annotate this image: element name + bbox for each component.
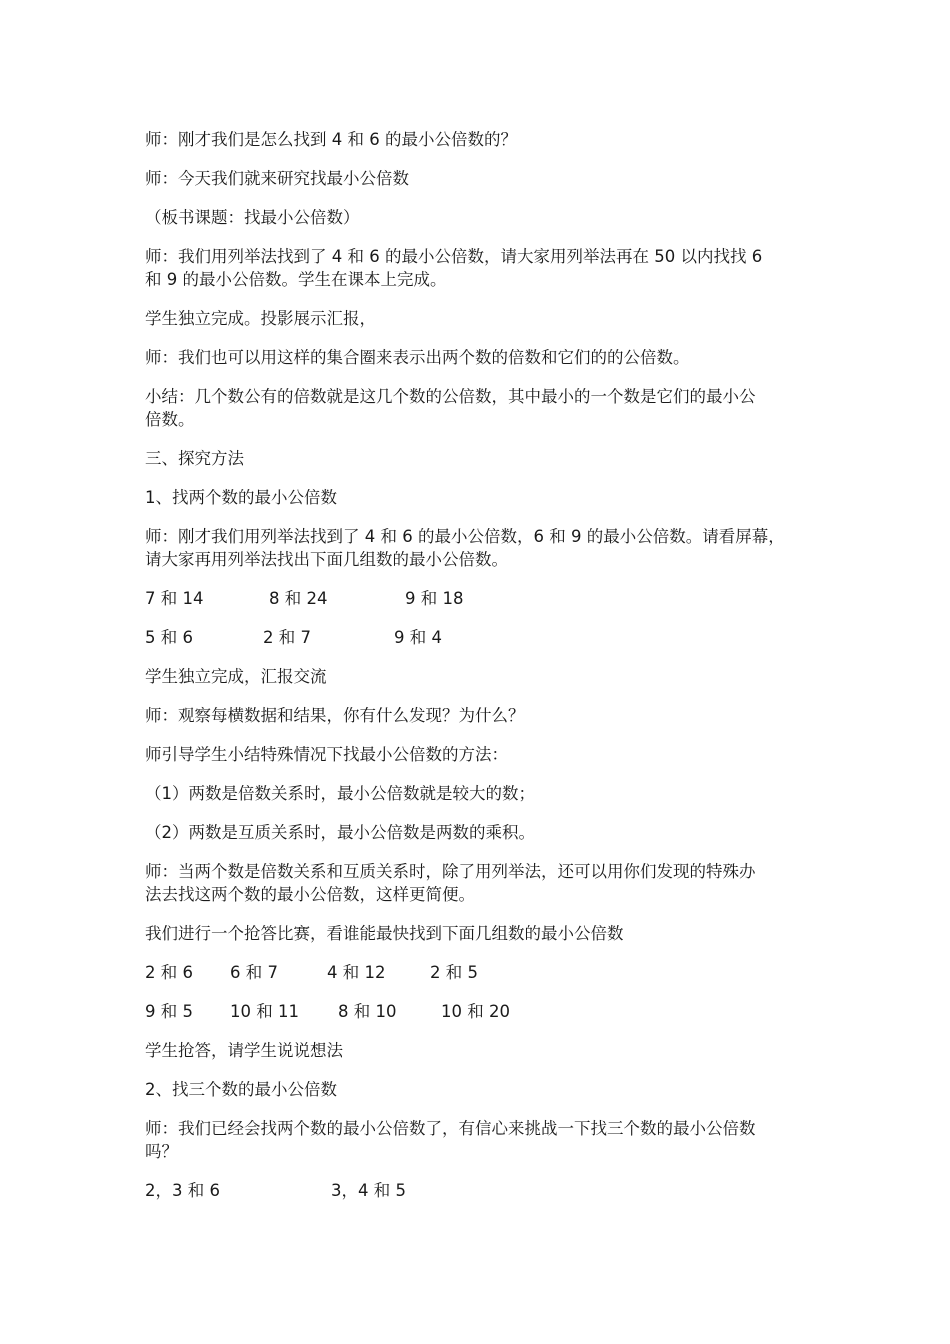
number-pair: 10 和 20 xyxy=(441,1002,510,1021)
number-pair: 8 和 10 xyxy=(338,1002,397,1021)
section-heading: 三、探究方法 xyxy=(145,449,244,468)
paragraph: （1）两数是倍数关系时，最小公倍数就是较大的数； xyxy=(145,784,535,803)
paragraph: 师：刚才我们是怎么找到 4 和 6 的最小公倍数的？ xyxy=(145,130,517,149)
number-pair: 2，3 和 6 xyxy=(145,1181,220,1200)
number-pair: 9 和 5 xyxy=(145,1002,193,1021)
number-pair: 3，4 和 5 xyxy=(331,1181,406,1200)
number-pairs-row xyxy=(145,961,810,984)
number-pairs-row xyxy=(145,587,810,610)
number-pair: 9 和 4 xyxy=(394,628,442,647)
number-pair: 5 和 6 xyxy=(145,628,193,647)
number-pairs-row xyxy=(145,626,810,649)
paragraph: 师：我们用列举法找到了 4 和 6 的最小公倍数，请大家用列举法再在 50 以内找找 6 xyxy=(145,247,763,266)
paragraph: 师：观察每横数据和结果，你有什么发现？为什么？ xyxy=(145,706,525,725)
paragraph: 倍数。 xyxy=(145,410,195,429)
number-pair: 2 和 5 xyxy=(430,963,478,982)
paragraph: 吗？ xyxy=(145,1142,178,1161)
subsection-heading: 1、找两个数的最小公倍数 xyxy=(145,488,337,507)
number-pair: 6 和 7 xyxy=(230,963,278,982)
paragraph: 学生独立完成，汇报交流 xyxy=(145,667,327,686)
number-pair: 10 和 11 xyxy=(230,1002,299,1021)
paragraph: 师引导学生小结特殊情况下找最小公倍数的方法： xyxy=(145,745,508,764)
number-pair: 8 和 24 xyxy=(269,589,328,608)
paragraph: 请大家再用列举法找出下面几组数的最小公倍数。 xyxy=(145,550,508,569)
paragraph: 师：我们也可以用这样的集合圈来表示出两个数的倍数和它们的的公倍数。 xyxy=(145,348,690,367)
paragraph: 师：当两个数是倍数关系和互质关系时，除了用列举法，还可以用你们发现的特殊办 xyxy=(145,862,756,881)
number-pair: 2 和 7 xyxy=(263,628,311,647)
paragraph: 学生独立完成。投影展示汇报， xyxy=(145,309,376,328)
document-body xyxy=(145,128,810,1202)
number-pair: 9 和 18 xyxy=(405,589,464,608)
paragraph: （板书课题：找最小公倍数） xyxy=(145,208,360,227)
paragraph: 师：刚才我们用列举法找到了 4 和 6 的最小公倍数，6 和 9 的最小公倍数。请看屏幕， xyxy=(145,527,785,546)
number-pairs-row xyxy=(145,1000,810,1023)
paragraph: 和 9 的最小公倍数。学生在课本上完成。 xyxy=(145,270,447,289)
paragraph: 我们进行一个抢答比赛，看谁能最快找到下面几组数的最小公倍数 xyxy=(145,924,624,943)
number-pair: 4 和 12 xyxy=(327,963,386,982)
paragraph: 师：今天我们就来研究找最小公倍数 xyxy=(145,169,409,188)
paragraph: 师：我们已经会找两个数的最小公倍数了，有信心来挑战一下找三个数的最小公倍数 xyxy=(145,1119,756,1138)
subsection-heading: 2、找三个数的最小公倍数 xyxy=(145,1080,337,1099)
paragraph: 学生抢答，请学生说说想法 xyxy=(145,1041,343,1060)
paragraph: 小结：几个数公有的倍数就是这几个数的公倍数，其中最小的一个数是它们的最小公 xyxy=(145,387,756,406)
number-pairs-row xyxy=(145,1179,810,1202)
number-pair: 7 和 14 xyxy=(145,589,204,608)
number-pair: 2 和 6 xyxy=(145,963,193,982)
paragraph: 法去找这两个数的最小公倍数，这样更简便。 xyxy=(145,885,475,904)
paragraph: （2）两数是互质关系时，最小公倍数是两数的乘积。 xyxy=(145,823,535,842)
